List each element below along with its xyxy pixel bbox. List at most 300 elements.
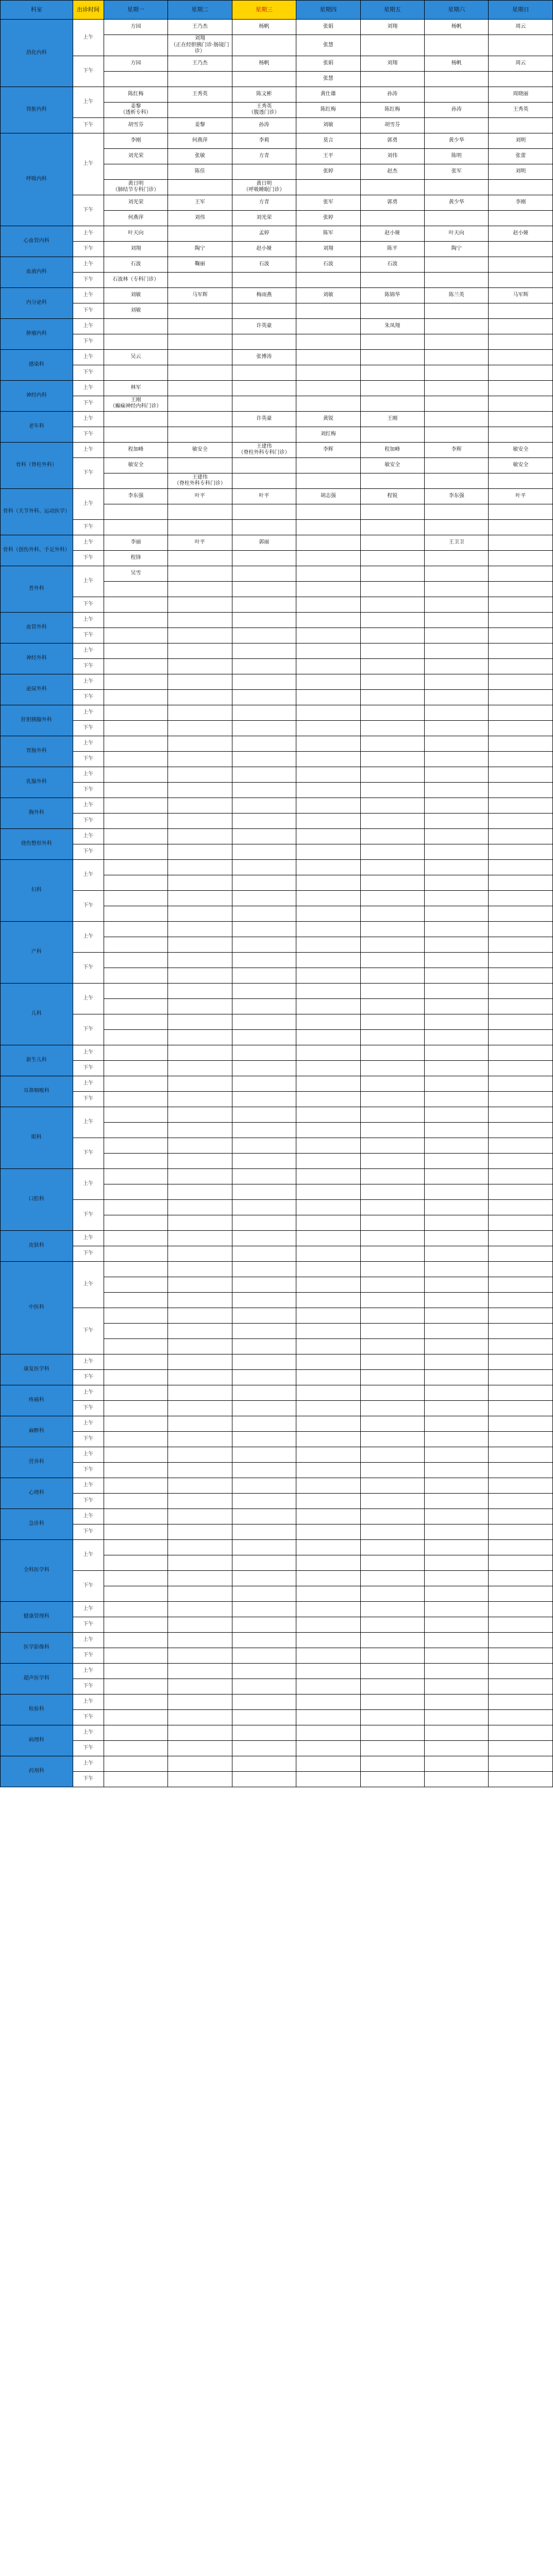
- doctor-cell: [425, 798, 489, 813]
- time-slot: 上午: [73, 1354, 104, 1369]
- doctor-cell: [232, 504, 296, 519]
- doctor-cell: [425, 736, 489, 751]
- doctor-cell: [104, 1509, 167, 1524]
- time-slot: 下午: [73, 1138, 104, 1168]
- doctor-cell: [296, 1524, 360, 1539]
- doctor-cell: [489, 1416, 553, 1431]
- doctor-cell: [104, 1431, 167, 1447]
- roster-row: [1, 720, 553, 736]
- doctor-cell: 莫言: [296, 133, 360, 148]
- doctor-cell: [232, 921, 296, 937]
- doctor-cell: [296, 1153, 360, 1168]
- time-slot: 下午: [73, 782, 104, 798]
- doctor-cell: [168, 1632, 232, 1648]
- doctor-cell: [425, 1462, 489, 1478]
- doctor-cell: [168, 365, 232, 380]
- roster-row: [1, 921, 553, 937]
- time-slot: 下午: [73, 597, 104, 612]
- doctor-cell: 王建伟 （脊柱外科专科门诊）: [168, 473, 232, 488]
- doctor-cell: [232, 457, 296, 473]
- doctor-cell: [489, 767, 553, 782]
- doctor-cell: [360, 720, 424, 736]
- doctor-cell: [489, 1060, 553, 1076]
- doctor-cell: [104, 1570, 167, 1586]
- time-slot: 上午: [73, 612, 104, 628]
- doctor-cell: [360, 581, 424, 597]
- doctor-cell: [232, 859, 296, 875]
- doctor-cell: [489, 906, 553, 921]
- doctor-cell: [232, 71, 296, 87]
- roster-row: [1, 396, 553, 411]
- time-slot: 下午: [73, 1462, 104, 1478]
- doctor-cell: [360, 365, 424, 380]
- roster-row: [1, 550, 553, 566]
- roster-row: [1, 1400, 553, 1416]
- doctor-cell: [104, 1354, 167, 1369]
- doctor-cell: [425, 1493, 489, 1509]
- doctor-cell: [232, 1184, 296, 1199]
- doctor-cell: [425, 1509, 489, 1524]
- doctor-cell: [489, 257, 553, 272]
- doctor-cell: [360, 1261, 424, 1277]
- doctor-cell: [104, 1447, 167, 1462]
- doctor-cell: [104, 1771, 167, 1787]
- roster-row: [1, 890, 553, 906]
- time-slot: 下午: [73, 56, 104, 87]
- time-slot: 上午: [73, 1694, 104, 1709]
- roster-row: [1, 1648, 553, 1663]
- doctor-cell: [296, 504, 360, 519]
- doctor-cell: [104, 1215, 167, 1230]
- doctor-cell: [168, 751, 232, 767]
- department-name: 普外科: [1, 566, 73, 612]
- doctor-cell: [360, 798, 424, 813]
- roster-row: [1, 1663, 553, 1679]
- doctor-cell: [489, 1524, 553, 1539]
- doctor-cell: 张军: [425, 164, 489, 179]
- doctor-cell: [168, 504, 232, 519]
- doctor-cell: [425, 1416, 489, 1431]
- doctor-cell: [425, 1338, 489, 1354]
- doctor-cell: [232, 1338, 296, 1354]
- doctor-cell: [360, 658, 424, 674]
- time-slot: 上午: [73, 1478, 104, 1493]
- doctor-cell: [296, 751, 360, 767]
- doctor-cell: [168, 859, 232, 875]
- roster-row: [1, 442, 553, 457]
- doctor-cell: [168, 226, 232, 241]
- roster-row: [1, 813, 553, 828]
- time-slot: 上午: [73, 226, 104, 241]
- doctor-cell: [360, 921, 424, 937]
- doctor-cell: [104, 767, 167, 782]
- doctor-cell: [425, 1663, 489, 1679]
- doctor-cell: [489, 396, 553, 411]
- roster-row: [1, 519, 553, 535]
- doctor-cell: [296, 1138, 360, 1153]
- time-slot: 上午: [73, 1107, 104, 1138]
- doctor-cell: [425, 643, 489, 658]
- doctor-cell: 赵小娅: [232, 241, 296, 257]
- doctor-cell: [104, 71, 167, 87]
- department-name: 皮肤科: [1, 1230, 73, 1261]
- doctor-cell: 吴雪: [104, 566, 167, 581]
- doctor-cell: [425, 1756, 489, 1771]
- doctor-cell: [168, 1168, 232, 1184]
- doctor-cell: [232, 875, 296, 890]
- doctor-cell: [232, 1138, 296, 1153]
- doctor-cell: [296, 1493, 360, 1509]
- doctor-cell: 程加峰: [104, 442, 167, 457]
- doctor-cell: [489, 736, 553, 751]
- time-slot: 下午: [73, 303, 104, 318]
- doctor-cell: [168, 1014, 232, 1029]
- doctor-cell: [168, 1400, 232, 1416]
- time-slot: 上午: [73, 566, 104, 597]
- doctor-cell: [489, 566, 553, 581]
- doctor-cell: [360, 859, 424, 875]
- time-slot: 下午: [73, 1199, 104, 1230]
- doctor-cell: [104, 813, 167, 828]
- doctor-cell: [232, 1709, 296, 1725]
- doctor-cell: [168, 1199, 232, 1215]
- doctor-cell: [425, 1014, 489, 1029]
- doctor-cell: [489, 875, 553, 890]
- doctor-cell: [104, 1107, 167, 1122]
- doctor-cell: 鞠丽: [168, 257, 232, 272]
- department-name: 烧伤整形外科: [1, 828, 73, 859]
- doctor-cell: [296, 365, 360, 380]
- doctor-cell: [296, 658, 360, 674]
- doctor-cell: 敏安全: [104, 457, 167, 473]
- doctor-cell: [104, 581, 167, 597]
- roster-row: [1, 535, 553, 550]
- doctor-cell: [360, 674, 424, 689]
- doctor-cell: [489, 117, 553, 133]
- time-slot: 上午: [73, 87, 104, 117]
- doctor-cell: [360, 1246, 424, 1261]
- doctor-cell: [425, 1323, 489, 1338]
- doctor-cell: [232, 1122, 296, 1138]
- doctor-cell: [489, 658, 553, 674]
- doctor-cell: [489, 643, 553, 658]
- doctor-cell: [296, 937, 360, 952]
- doctor-cell: 王秀英: [489, 102, 553, 117]
- doctor-cell: [489, 998, 553, 1014]
- doctor-cell: [425, 1570, 489, 1586]
- doctor-cell: [168, 1122, 232, 1138]
- doctor-cell: [168, 767, 232, 782]
- doctor-cell: [232, 1153, 296, 1168]
- roster-row: [1, 365, 553, 380]
- doctor-cell: [489, 1679, 553, 1694]
- doctor-cell: [425, 179, 489, 195]
- doctor-cell: [104, 1246, 167, 1261]
- doctor-cell: [168, 1447, 232, 1462]
- doctor-cell: [168, 1524, 232, 1539]
- doctor-cell: 敏安全: [360, 457, 424, 473]
- doctor-cell: [489, 1107, 553, 1122]
- doctor-cell: [232, 1447, 296, 1462]
- doctor-cell: [360, 767, 424, 782]
- time-slot: 上午: [73, 736, 104, 751]
- doctor-cell: 张娟: [296, 56, 360, 71]
- roster-row: [1, 798, 553, 813]
- doctor-cell: 王刚 （癫痫神经内科门诊）: [104, 396, 167, 411]
- roster-row: [1, 1694, 553, 1709]
- doctor-cell: [168, 1694, 232, 1709]
- doctor-cell: [104, 164, 167, 179]
- doctor-cell: [168, 349, 232, 365]
- doctor-cell: [296, 1431, 360, 1447]
- doctor-cell: [104, 1338, 167, 1354]
- doctor-cell: [489, 1045, 553, 1060]
- doctor-cell: [232, 1617, 296, 1632]
- doctor-cell: [489, 473, 553, 488]
- roster-row: [1, 488, 553, 504]
- doctor-cell: [104, 1385, 167, 1400]
- doctor-cell: [296, 1617, 360, 1632]
- doctor-cell: [104, 1323, 167, 1338]
- doctor-cell: [168, 1369, 232, 1385]
- doctor-cell: [168, 1308, 232, 1323]
- doctor-cell: [104, 1709, 167, 1725]
- doctor-cell: [489, 597, 553, 612]
- doctor-cell: 程锐: [360, 488, 424, 504]
- doctor-cell: [360, 1199, 424, 1215]
- doctor-cell: [360, 689, 424, 705]
- doctor-cell: [425, 1617, 489, 1632]
- doctor-cell: [489, 844, 553, 859]
- department-name: 营养科: [1, 1447, 73, 1478]
- doctor-cell: [425, 1091, 489, 1107]
- doctor-cell: [104, 844, 167, 859]
- doctor-cell: [425, 318, 489, 334]
- department-name: 药剂科: [1, 1756, 73, 1787]
- roster-row: [1, 1524, 553, 1539]
- doctor-cell: [296, 968, 360, 983]
- time-slot: 下午: [73, 396, 104, 411]
- doctor-cell: [296, 1509, 360, 1524]
- roster-row: [1, 1539, 553, 1555]
- doctor-cell: [489, 1354, 553, 1369]
- doctor-cell: [296, 1632, 360, 1648]
- doctor-cell: 刘红梅: [296, 427, 360, 442]
- doctor-cell: [104, 1725, 167, 1740]
- doctor-cell: 王乃杰: [168, 56, 232, 71]
- doctor-cell: [104, 1679, 167, 1694]
- department-name: 产科: [1, 921, 73, 983]
- doctor-cell: [168, 906, 232, 921]
- doctor-cell: [232, 1694, 296, 1709]
- doctor-cell: [360, 1648, 424, 1663]
- doctor-cell: [168, 1509, 232, 1524]
- doctor-cell: [425, 1354, 489, 1369]
- doctor-cell: [425, 689, 489, 705]
- department-name: 骨科（关节外科、运动医学）: [1, 488, 73, 535]
- doctor-cell: [168, 1771, 232, 1787]
- doctor-cell: [168, 1184, 232, 1199]
- time-slot: 下午: [73, 195, 104, 226]
- doctor-cell: [489, 365, 553, 380]
- doctor-cell: [489, 1323, 553, 1338]
- department-name: 老年科: [1, 411, 73, 442]
- doctor-cell: [104, 859, 167, 875]
- doctor-cell: [296, 581, 360, 597]
- doctor-cell: [168, 828, 232, 844]
- doctor-cell: [489, 1014, 553, 1029]
- doctor-cell: [425, 1679, 489, 1694]
- doctor-cell: [168, 1663, 232, 1679]
- doctor-cell: [425, 1632, 489, 1648]
- doctor-cell: [425, 117, 489, 133]
- doctor-cell: [425, 1292, 489, 1308]
- roster-row: [1, 1756, 553, 1771]
- doctor-cell: [296, 1184, 360, 1199]
- department-name: 内分泌科: [1, 287, 73, 318]
- time-slot: 下午: [73, 519, 104, 535]
- doctor-cell: [232, 998, 296, 1014]
- doctor-cell: [489, 1138, 553, 1153]
- doctor-cell: [232, 813, 296, 828]
- doctor-cell: [168, 1601, 232, 1617]
- department-name: 神经内科: [1, 380, 73, 411]
- doctor-cell: 刘伟: [168, 210, 232, 226]
- doctor-cell: [489, 380, 553, 396]
- doctor-cell: [296, 1385, 360, 1400]
- time-slot: 上午: [73, 535, 104, 550]
- department-name: 乳腺外科: [1, 767, 73, 798]
- doctor-cell: [489, 581, 553, 597]
- doctor-cell: [360, 1091, 424, 1107]
- doctor-cell: [489, 968, 553, 983]
- doctor-cell: [232, 303, 296, 318]
- doctor-cell: 黄少华: [425, 195, 489, 210]
- doctor-cell: [425, 998, 489, 1014]
- time-slot: 下午: [73, 334, 104, 349]
- doctor-cell: [168, 1246, 232, 1261]
- doctor-cell: [360, 1493, 424, 1509]
- doctor-cell: [168, 1570, 232, 1586]
- doctor-cell: [104, 1199, 167, 1215]
- time-slot: 下午: [73, 1740, 104, 1756]
- doctor-cell: [425, 504, 489, 519]
- doctor-cell: 刘翔: [360, 56, 424, 71]
- doctor-cell: [489, 411, 553, 427]
- doctor-cell: 姜黎: [168, 117, 232, 133]
- roster-row: [1, 1246, 553, 1261]
- doctor-cell: [232, 689, 296, 705]
- doctor-cell: [232, 334, 296, 349]
- doctor-cell: [232, 1261, 296, 1277]
- doctor-cell: [104, 1014, 167, 1029]
- doctor-cell: [489, 720, 553, 736]
- doctor-cell: 刘翔: [104, 241, 167, 257]
- doctor-cell: [104, 828, 167, 844]
- doctor-cell: 马军辉: [489, 287, 553, 303]
- time-slot: 下午: [73, 1679, 104, 1694]
- roster-row: [1, 736, 553, 751]
- time-slot: 上午: [73, 20, 104, 56]
- doctor-cell: [104, 890, 167, 906]
- doctor-cell: [232, 937, 296, 952]
- doctor-cell: 杨帆: [232, 56, 296, 71]
- doctor-cell: [425, 519, 489, 535]
- doctor-cell: [360, 1740, 424, 1756]
- roster-row: [1, 983, 553, 998]
- doctor-cell: [489, 689, 553, 705]
- doctor-cell: [104, 1694, 167, 1709]
- department-name: 医学影像科: [1, 1632, 73, 1663]
- doctor-cell: [425, 1601, 489, 1617]
- doctor-cell: [425, 612, 489, 628]
- doctor-cell: [232, 550, 296, 566]
- doctor-cell: [425, 828, 489, 844]
- doctor-cell: [489, 1617, 553, 1632]
- doctor-cell: [296, 1400, 360, 1416]
- doctor-cell: [168, 581, 232, 597]
- doctor-cell: [168, 380, 232, 396]
- time-slot: 下午: [73, 241, 104, 257]
- doctor-cell: [296, 998, 360, 1014]
- doctor-cell: [296, 1447, 360, 1462]
- doctor-cell: 刘伟: [360, 148, 424, 164]
- time-slot: 上午: [73, 674, 104, 689]
- roster-row: [1, 1369, 553, 1385]
- doctor-cell: 孟婷: [232, 226, 296, 241]
- header-day-mon: 星期一: [104, 1, 167, 20]
- roster-row: [1, 1060, 553, 1076]
- doctor-cell: [104, 1122, 167, 1138]
- doctor-cell: 叶平: [232, 488, 296, 504]
- doctor-cell: [489, 1771, 553, 1787]
- doctor-cell: [232, 612, 296, 628]
- roster-row: [1, 597, 553, 612]
- doctor-cell: [360, 813, 424, 828]
- doctor-cell: [168, 628, 232, 643]
- roster-row: [1, 241, 553, 257]
- doctor-cell: [489, 1663, 553, 1679]
- doctor-cell: 敏安全: [168, 442, 232, 457]
- time-slot: 上午: [73, 767, 104, 782]
- doctor-cell: [232, 1632, 296, 1648]
- doctor-cell: [232, 720, 296, 736]
- doctor-cell: [168, 519, 232, 535]
- roster-body: [1, 20, 553, 1787]
- doctor-cell: [296, 1740, 360, 1756]
- doctor-cell: [296, 1292, 360, 1308]
- doctor-cell: [489, 1338, 553, 1354]
- doctor-cell: [360, 427, 424, 442]
- doctor-cell: [489, 1509, 553, 1524]
- department-name: 肿瘤内科: [1, 318, 73, 349]
- doctor-cell: [296, 1261, 360, 1277]
- doctor-cell: [489, 349, 553, 365]
- doctor-cell: [425, 1230, 489, 1246]
- doctor-cell: [425, 1740, 489, 1756]
- time-slot: 下午: [73, 1014, 104, 1045]
- doctor-cell: [168, 998, 232, 1014]
- roster-row: [1, 287, 553, 303]
- doctor-cell: 刘光荣: [232, 210, 296, 226]
- time-slot: 上午: [73, 1045, 104, 1060]
- doctor-cell: [425, 581, 489, 597]
- department-name: 消化内科: [1, 20, 73, 87]
- doctor-cell: [296, 1215, 360, 1230]
- doctor-cell: [360, 1138, 424, 1153]
- roster-row: [1, 1076, 553, 1091]
- department-name: 骨科（脊柱外科）: [1, 442, 73, 488]
